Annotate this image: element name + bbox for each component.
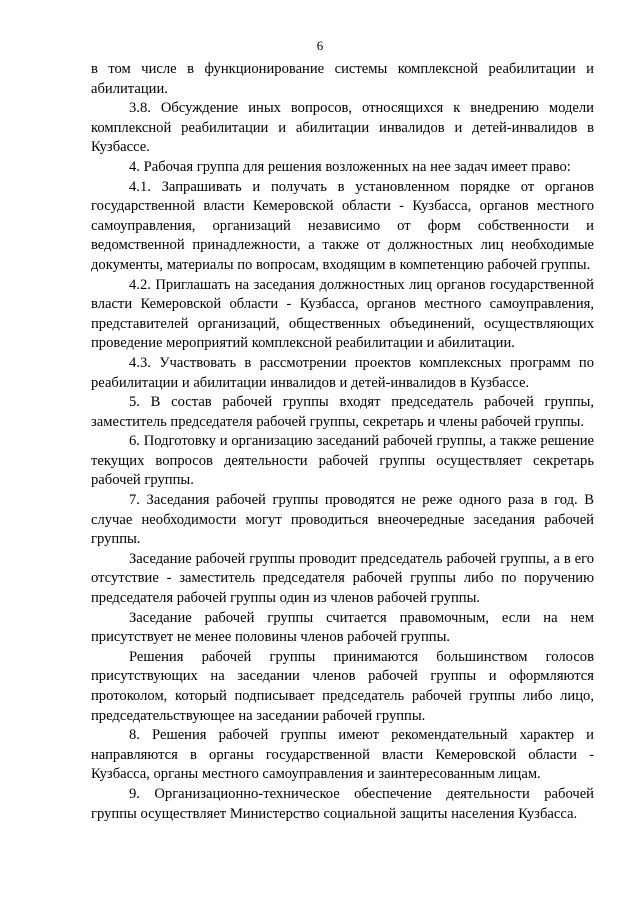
- paragraph-7-decisions: Решения рабочей группы принимаются большинством голосов присутствующих на заседании членов рабочей группы и оформляются протоколом, который подписывает председатель рабочей группы либо лицо, председательствующее на заседании рабочей группы.: [91, 648, 594, 724]
- paragraph-9: 9. Организационно-техническое обеспечение деятельности рабочей группы осуществляет Министерство социальной защиты населения Кузбасса.: [91, 785, 594, 822]
- paragraph-4-3: 4.3. Участвовать в рассмотрении проектов комплексных программ по реабилитации и абилитации инвалидов и детей-инвалидов в Кузбассе.: [91, 354, 594, 391]
- paragraph-5: 5. В состав рабочей группы входят председатель рабочей группы, заместитель председателя рабочей группы, секретарь и члены рабочей группы.: [91, 394, 594, 430]
- paragraph-8: 8. Решения рабочей группы имеют рекомендательный характер и направляются в органы государственной власти Кемеровской области - Кузбасса, органы местного самоуправления и заинтересованным лицам.: [91, 727, 594, 783]
- paragraph-4: 4. Рабочая группа для решения возложенных на нее задач имеет право:: [129, 158, 571, 175]
- page-number: 6: [316, 38, 324, 53]
- paragraph-7: 7. Заседания рабочей группы проводятся не реже одного раза в год. В случае необходимости могут проводиться внеочередные заседания рабочей группы.: [91, 492, 594, 548]
- paragraph-4-2: 4.2. Приглашать на заседания должностных лиц органов государственной власти Кемеровской области - Кузбасса, органов местного самоуправления, представителей организаций, общественных объединений, осуществляющих проведение мероприятий комплексной реабилитации и абилитации.: [91, 276, 594, 352]
- paragraph-6: 6. Подготовку и организацию заседаний рабочей группы, а также решение текущих вопросов деятельности рабочей группы осуществляет секретарь рабочей группы.: [91, 433, 594, 489]
- paragraph-continuation: в том числе в функционирование системы комплексной реабилитации и абилитации.: [91, 61, 594, 97]
- paragraph-7-quorum: Заседание рабочей группы считается правомочным, если на нем присутствует не менее половины членов рабочей группы.: [91, 609, 594, 646]
- paragraph-4-1: 4.1. Запрашивать и получать в установленном порядке от органов государственной власти Кемеровской области - Кузбасса, органов местного самоуправления, организаций независимо от форм собственности и ведомственной принадлежности, а также от должностных лиц необходимые документы, материалы по вопросам, входящим в компетенцию рабочей группы.: [91, 178, 594, 273]
- paragraph-3-8: 3.8. Обсуждение иных вопросов, относящихся к внедрению модели комплексной реабилитации и абилитации инвалидов и детей-инвалидов в Кузбассе.: [91, 100, 594, 156]
- paragraph-7-chair: Заседание рабочей группы проводит председатель рабочей группы, а в его отсутствие - заместитель председателя рабочей группы либо по поручению председателя рабочей группы один из членов рабочей группы.: [91, 550, 594, 607]
- document-body: [91, 60, 594, 824]
